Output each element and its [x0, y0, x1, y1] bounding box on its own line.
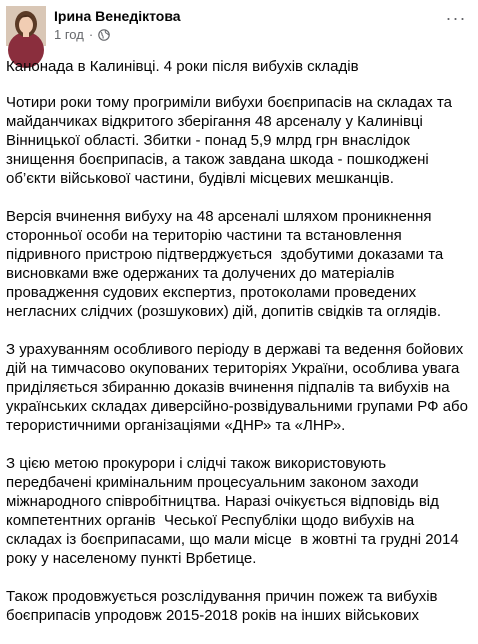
post-meta — [54, 8, 181, 43]
more-options-icon[interactable]: ··· — [445, 7, 467, 28]
meta-separator: · — [88, 27, 94, 42]
post-paragraph: Версія вчинення вибуху на 48 арсеналі шляхом проникнення сторонньої особи на територію частини та встановлення підривного пристрою підтверджується здобутими доказами та висновками вже одержаних та долучених до матеріалів провадження судових експертиз, протоколами проведених негласних слідчих (розшукових) дій, допитів свідків та оглядів. — [6, 208, 448, 320]
post-paragraph: З урахуванням особливого періоду в державі та ведення бойових дій на тимчасово окупованих територіях України, особлива увага приділяється збиранню доказів вчинення підпалів та вибухів на українських складах диверсійно-розвідувальними групами РФ або терористичними організаціями «ДНР» та «ЛНР». — [6, 341, 473, 434]
post-paragraph: Канонада в Калинівці. 4 роки після вибухів складів — [6, 58, 359, 75]
post-paragraph: Чотири роки тому прогриміли вибухи боєприпасів на складах та майданчиках відкритого зберігання 48 арсеналу у Калинівці Вінницької області. Збитки - понад 5,9 млрд грн внаслідок знищення боєприпасів, а також завдана шкода - пошкоджені об’єкти військової частини, будівлі місцевих мешканців. — [6, 94, 457, 187]
globe-icon[interactable] — [98, 29, 110, 41]
avatar-image — [6, 6, 46, 46]
author-name[interactable]: Ірина Венедіктова — [54, 8, 181, 24]
post-meta-line — [54, 27, 181, 43]
post-timestamp[interactable]: 1 год — [54, 27, 84, 42]
author-avatar[interactable] — [6, 6, 46, 46]
post-body — [6, 57, 472, 644]
post-header — [6, 6, 181, 46]
post-paragraph: З цією метою прокурори і слідчі також використовують передбачені кримінальним процесуальним законом заходи міжнародного співробітництва. Наразі очікується відповідь від компетентних органів Чеської Республіки щодо вибухів на складах із боєприпасами, що мали місце в жовтні та грудні 2014 року у населеному пункті Врбетице. — [6, 455, 463, 567]
post-paragraph: Також продовжується розслідування причин пожеж та вибухів боєприпасів упродовж 2015-2018 років на інших військових — [6, 588, 442, 624]
